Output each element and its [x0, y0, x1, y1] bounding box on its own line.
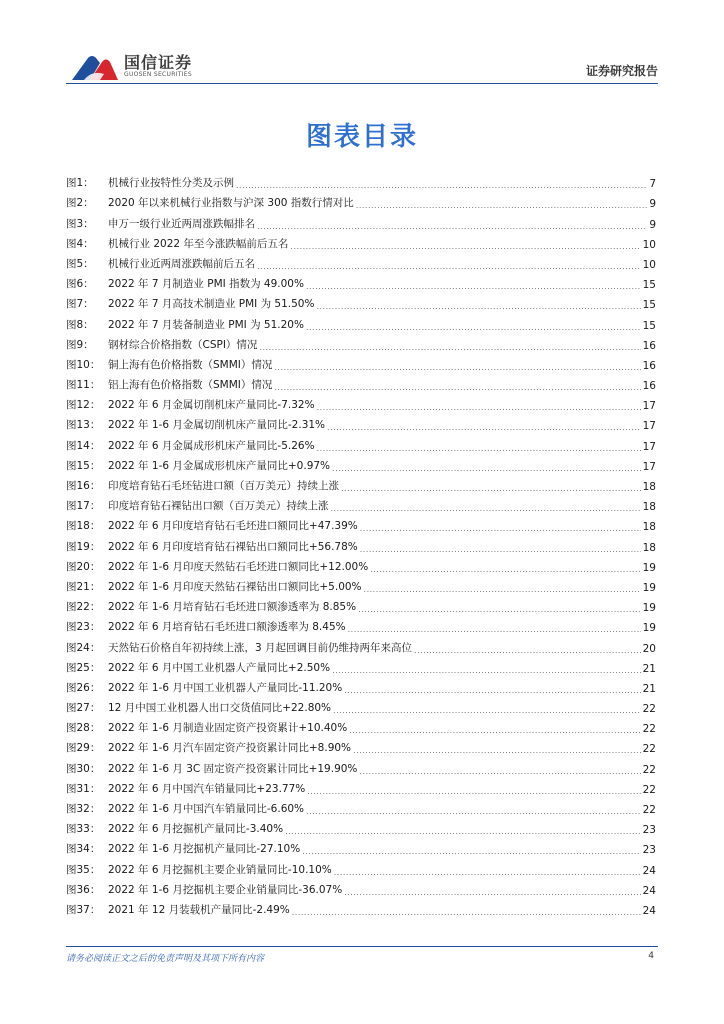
toc-page-number: 15: [642, 299, 656, 312]
toc-page-number: 22: [642, 804, 656, 816]
toc-leader-dots: [341, 484, 641, 493]
toc-page-number: 24: [642, 864, 656, 877]
toc-figure-number: 图25：: [66, 661, 101, 674]
toc-figure-number: 图27：: [66, 702, 101, 715]
toc-entry[interactable]: [66, 816, 656, 836]
toc-page-number: 23: [642, 824, 656, 837]
toc-entry[interactable]: [66, 210, 656, 230]
toc-page-number: 18: [642, 541, 656, 554]
toc-figure-number: 图12：: [66, 399, 101, 412]
toc-entry[interactable]: [66, 776, 656, 796]
toc-page-number: 17: [642, 440, 656, 453]
toc-page-number: 15: [642, 319, 656, 332]
toc-figure-number: 图13：: [66, 419, 101, 432]
toc-entry[interactable]: [66, 412, 656, 432]
toc-entry[interactable]: [66, 513, 656, 533]
toc-figure-number: 图2：: [66, 197, 94, 210]
toc-figure-number: 图14：: [66, 439, 101, 452]
toc-page-number: 19: [642, 581, 656, 594]
toc-entry[interactable]: [66, 675, 656, 695]
toc-entry[interactable]: [66, 614, 656, 634]
toc-page-number: 18: [642, 481, 656, 493]
toc-leader-dots: [370, 565, 640, 574]
toc-leader-dots: [332, 464, 641, 473]
toc-figure-number: 图35：: [66, 863, 101, 876]
toc-figure-title: 2022 年 6 月挖掘机产量同比-3.40%: [108, 823, 284, 836]
toc-entry[interactable]: [66, 372, 656, 392]
toc-figure-number: 图3：: [66, 217, 94, 230]
toc-figure-number: 图5：: [66, 257, 94, 270]
toc-figure-title: 铜上海有色价格指数（SMMI）情况: [108, 358, 273, 371]
toc-figure-title: 2022 年 1-6 月培育钻石毛坯进口额渗透率为 8.85%: [108, 601, 357, 614]
toc-figure-number: 图31：: [66, 782, 101, 795]
toc-figure-title: 2022 年 6 月金属成形机床产量同比-5.26%: [108, 439, 315, 452]
toc-figure-title: 2022 年 7 月高技术制造业 PMI 为 51.50%: [108, 298, 315, 311]
toc-figure-title: 2022 年 6 月中国工业机器人产量同比+2.50%: [108, 661, 331, 674]
toc-leader-dots: [257, 262, 641, 271]
toc-figure-title: 2022 年 1-6 月金属成形机床产量同比+0.97%: [108, 459, 331, 472]
page-header: [0, 0, 724, 90]
toc-page-number: 7: [649, 178, 656, 191]
toc-entry[interactable]: [66, 755, 656, 775]
toc-page-number: 15: [642, 279, 656, 292]
toc-figure-number: 图36：: [66, 883, 101, 896]
toc-figure-title: 2022 年 1-6 月中国汽车销量同比-6.60%: [108, 803, 305, 815]
toc-page-number: 19: [642, 561, 656, 574]
toc-figure-title: 2022 年 1-6 月挖掘机主要企业销量同比-36.07%: [108, 883, 343, 896]
toc-figure-title: 2022 年 1-6 月汽车固定资产投资累计同比+8.90%: [108, 742, 352, 755]
toc-figure-number: 图37：: [66, 903, 101, 916]
toc-leader-dots: [358, 605, 641, 614]
toc-figure-number: 图20：: [66, 560, 101, 573]
toc-page-number: 24: [642, 904, 656, 917]
brand-name-cn: 国信证券: [124, 53, 193, 72]
toc-entry[interactable]: [66, 574, 656, 594]
toc-figure-title: 2022 年 7 月装备制造业 PMI 为 51.20%: [108, 318, 304, 331]
toc-page-number: 16: [642, 380, 656, 393]
toc-figure-title: 印度培育钻石裸钻出口额（百万美元）持续上涨: [108, 500, 329, 513]
toc-entry[interactable]: [66, 453, 656, 473]
toc-page-number: 17: [642, 460, 656, 473]
toc-leader-dots: [274, 363, 640, 372]
toc-entry[interactable]: [66, 231, 656, 251]
guosen-logo-icon: [70, 52, 120, 82]
toc-leader-dots: [344, 888, 640, 897]
toc-page-number: 18: [642, 521, 656, 534]
toc-entry[interactable]: [66, 311, 656, 331]
toc-figure-title: 天然钻石价格自年初持续上涨，3 月起回调目前仍维持两年来高位: [108, 641, 413, 654]
toc-figure-number: 图23：: [66, 621, 101, 634]
toc-page-number: 9: [649, 218, 656, 231]
toc-page-number: 17: [642, 400, 656, 413]
toc-page-number: 10: [642, 258, 656, 271]
toc-leader-dots: [274, 383, 640, 392]
toc-leader-dots: [349, 726, 640, 735]
toc-figure-number: 图19：: [66, 540, 101, 553]
toc-entry[interactable]: [66, 695, 656, 715]
toc-entry[interactable]: [66, 352, 656, 372]
toc-figure-title: 2021 年 12 月装载机产量同比-2.49%: [108, 903, 290, 916]
toc-entry[interactable]: [66, 877, 656, 897]
toc-figure-number: 图18：: [66, 520, 101, 533]
toc-entry[interactable]: [66, 432, 656, 452]
toc-page-number: 24: [642, 884, 656, 897]
toc-figure-number: 图15：: [66, 459, 101, 472]
toc-figure-title: 铝上海有色价格指数（SMMI）情况: [108, 379, 273, 392]
toc-leader-dots: [334, 868, 641, 877]
toc-figure-title: 2022 年 7 月制造业 PMI 指数为 49.00%: [108, 278, 304, 291]
toc-figure-title: 机械行业按特性分类及示例: [108, 177, 234, 190]
toc-page-number: 16: [642, 339, 656, 352]
toc-figure-title: 钢材综合价格指数（CSPI）情况: [108, 338, 258, 351]
toc-entry[interactable]: [66, 634, 656, 654]
toc-page-number: 23: [642, 844, 656, 857]
toc-entry[interactable]: [66, 715, 656, 735]
toc-leader-dots: [344, 686, 640, 695]
footer-divider: [66, 946, 658, 947]
toc-leader-dots: [360, 545, 641, 554]
footer-disclaimer: 请务必阅读正文之后的免责声明及其项下所有内容: [66, 954, 265, 964]
toc-figure-title: 2022 年 1-6 月金属切削机床产量同比-2.31%: [108, 419, 326, 432]
header-divider: [66, 83, 658, 84]
toc-leader-dots: [302, 847, 640, 856]
toc-entry[interactable]: [66, 796, 656, 816]
toc-leader-dots: [292, 908, 641, 917]
toc-page-number: 10: [642, 238, 656, 251]
toc-figure-number: 图24：: [66, 641, 101, 654]
toc-figure-number: 图34：: [66, 843, 101, 856]
toc-entry[interactable]: [66, 251, 656, 271]
toc-entry[interactable]: [66, 170, 656, 190]
toc-figure-number: 图8：: [66, 318, 94, 331]
toc-leader-dots: [306, 807, 641, 816]
toc-page-number: 21: [642, 662, 656, 675]
toc-figure-number: 图1：: [66, 177, 94, 190]
toc-entry[interactable]: [66, 332, 656, 352]
page-title: 图表目录: [305, 122, 418, 152]
toc-page-number: 21: [642, 682, 656, 695]
toc-entry[interactable]: [66, 392, 656, 412]
toc-figure-title: 2022 年 6 月印度培育钻石裸钻出口额同比+56.78%: [108, 540, 358, 553]
toc-figure-title: 2022 年 6 月挖掘机主要企业销量同比-10.10%: [108, 863, 332, 876]
toc-figure-number: 图11：: [66, 379, 101, 392]
toc-entry[interactable]: [66, 836, 656, 856]
toc-figure-title: 2022 年 1-6 月挖掘机产量同比-27.10%: [108, 843, 301, 856]
toc-page-number: 9: [649, 198, 656, 211]
toc-leader-dots: [317, 444, 641, 453]
toc-leader-dots: [259, 343, 640, 352]
toc-figure-number: 图21：: [66, 580, 101, 593]
toc-entry[interactable]: [66, 533, 656, 553]
toc-figure-title: 2022 年 6 月中国汽车销量同比+23.77%: [108, 782, 306, 795]
toc-leader-dots: [331, 504, 641, 513]
toc-leader-dots: [306, 282, 641, 291]
toc-figure-title: 2022 年 6 月印度培育钻石毛坯进口额同比+47.39%: [108, 520, 358, 533]
toc-leader-dots: [364, 585, 641, 594]
toc-figure-number: 图22：: [66, 601, 101, 614]
brand-name-en: GUOSEN SECURITIES: [124, 71, 193, 78]
toc-page-number: 19: [642, 602, 656, 615]
toc-leader-dots: [353, 746, 641, 755]
toc-leader-dots: [307, 787, 640, 796]
toc-page-number: 22: [642, 703, 656, 716]
toc-figure-title: 2020 年以来机械行业指数与沪深 300 指数行情对比: [108, 197, 354, 210]
figure-table-of-contents: [66, 170, 656, 917]
toc-page-number: 22: [642, 763, 656, 776]
toc-figure-number: 图29：: [66, 742, 101, 755]
report-type-label: 证券研究报告: [585, 64, 658, 78]
toc-figure-number: 图28：: [66, 722, 101, 735]
toc-leader-dots: [360, 524, 641, 533]
toc-figure-title: 2022 年 1-6 月 3C 固定资产投资累计同比+19.90%: [108, 762, 358, 775]
toc-figure-number: 图10：: [66, 358, 101, 371]
toc-leader-dots: [414, 646, 641, 655]
page-number: 4: [648, 951, 654, 961]
toc-leader-dots: [285, 827, 641, 836]
toc-page-number: 20: [642, 642, 656, 655]
toc-page-number: 16: [642, 359, 656, 372]
toc-entry[interactable]: [66, 735, 656, 755]
toc-figure-title: 2022 年 1-6 月印度天然钻石裸钻出口额同比+5.00%: [108, 580, 362, 593]
toc-figure-title: 12 月中国工业机器人出口交货值同比+22.80%: [108, 702, 332, 715]
toc-page-number: 17: [642, 420, 656, 433]
toc-entry[interactable]: [66, 190, 656, 210]
toc-entry[interactable]: [66, 271, 656, 291]
toc-figure-number: 图26：: [66, 681, 101, 694]
toc-figure-title: 申万一级行业近两周涨跌幅排名: [108, 217, 255, 230]
toc-leader-dots: [348, 625, 641, 634]
toc-figure-number: 图33：: [66, 823, 101, 836]
toc-figure-number: 图4：: [66, 237, 94, 250]
toc-entry[interactable]: [66, 856, 656, 876]
toc-leader-dots: [333, 706, 641, 715]
toc-leader-dots: [327, 423, 641, 432]
toc-figure-title: 印度培育钻石毛坯钻进口额（百万美元）持续上涨: [108, 480, 339, 492]
toc-figure-title: 2022 年 1-6 月制造业固定资产投资累计+10.40%: [108, 722, 348, 735]
toc-figure-title: 机械行业 2022 年至今涨跌幅前后五名: [108, 237, 289, 250]
toc-figure-number: 图16：: [66, 480, 101, 492]
toc-figure-number: 图32：: [66, 803, 101, 815]
toc-figure-number: 图9：: [66, 338, 94, 351]
toc-leader-dots: [316, 302, 640, 311]
toc-figure-number: 图30：: [66, 762, 101, 775]
toc-page-number: 22: [642, 743, 656, 756]
toc-entry[interactable]: [66, 473, 656, 493]
toc-leader-dots: [306, 323, 641, 332]
toc-figure-number: 图7：: [66, 298, 94, 311]
toc-entry[interactable]: [66, 897, 656, 917]
toc-figure-number: 图17：: [66, 500, 101, 513]
toc-page-number: 19: [642, 622, 656, 635]
toc-figure-title: 2022 年 6 月培育钻石毛坯进口额渗透率为 8.45%: [108, 621, 346, 634]
toc-figure-title: 机械行业近两周涨跌幅前后五名: [108, 257, 255, 270]
toc-leader-dots: [236, 181, 647, 190]
toc-leader-dots: [359, 767, 640, 776]
toc-leader-dots: [290, 242, 640, 251]
toc-entry[interactable]: [66, 594, 656, 614]
toc-entry[interactable]: [66, 291, 656, 311]
toc-entry[interactable]: [66, 493, 656, 513]
toc-figure-number: 图6：: [66, 278, 94, 291]
toc-leader-dots: [317, 403, 641, 412]
toc-figure-title: 2022 年 1-6 月印度天然钻石毛坯进口额同比+12.00%: [108, 560, 369, 573]
toc-leader-dots: [257, 222, 647, 231]
toc-page-number: 22: [642, 723, 656, 736]
toc-leader-dots: [356, 201, 648, 210]
toc-leader-dots: [332, 666, 641, 675]
toc-entry[interactable]: [66, 655, 656, 675]
toc-page-number: 22: [642, 783, 656, 796]
toc-entry[interactable]: [66, 554, 656, 574]
toc-figure-title: 2022 年 6 月金属切削机床产量同比-7.32%: [108, 399, 315, 412]
toc-figure-title: 2022 年 1-6 月中国工业机器人产量同比-11.20%: [108, 681, 343, 694]
toc-page-number: 18: [642, 501, 656, 514]
